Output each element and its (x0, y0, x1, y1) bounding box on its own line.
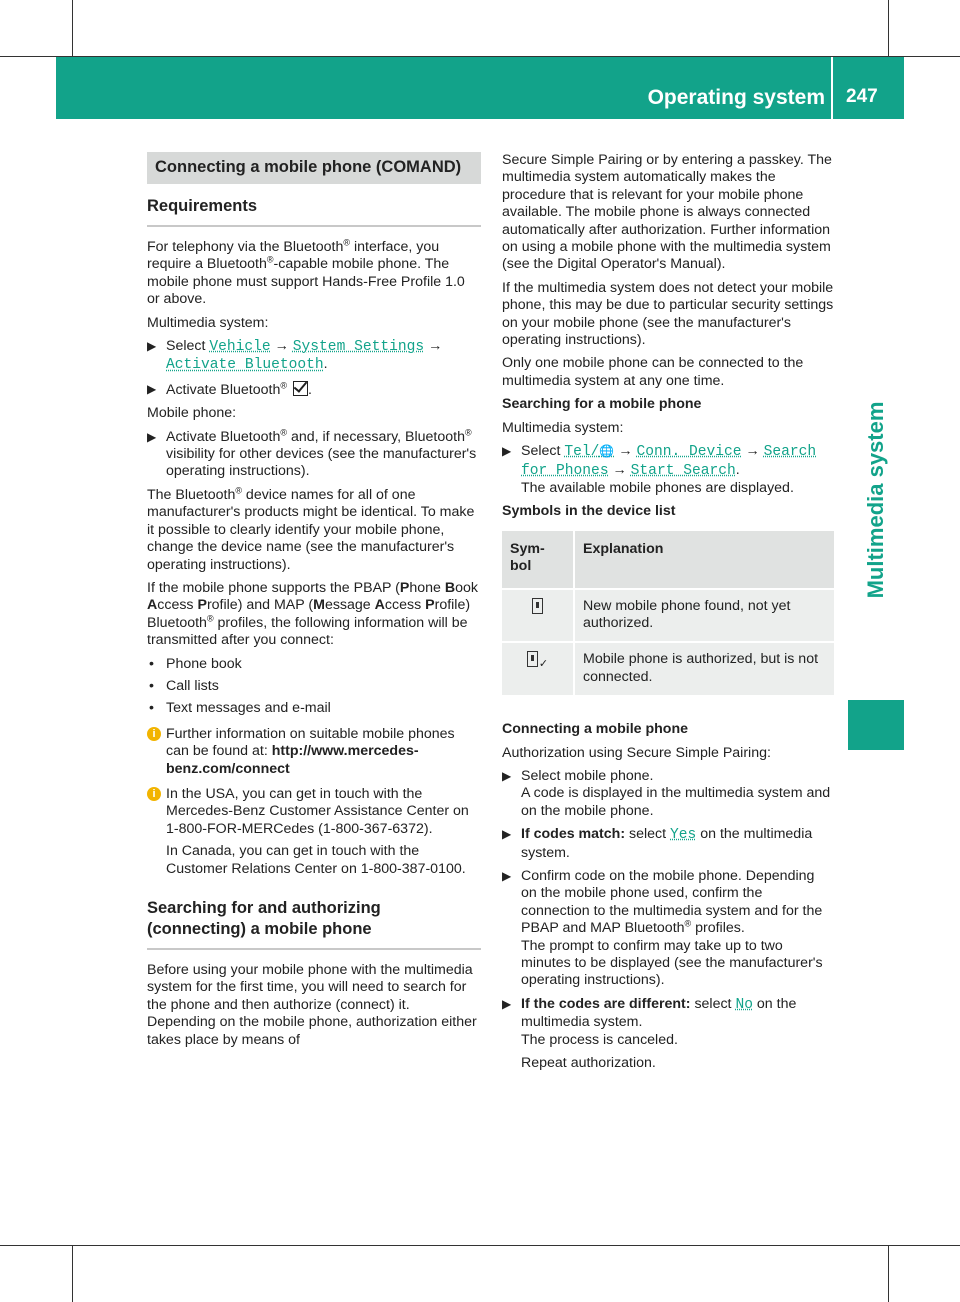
list-item: • Call lists (149, 677, 219, 694)
subheading: Symbols in the device list (502, 503, 676, 520)
step-arrow-icon: ▶ (147, 339, 157, 354)
step: ▶ Activate Bluetooth® and, if necessary, Bluetooth® visibility for other devices (see the manufacturer's operating instructions). (147, 426, 477, 480)
step-arrow-icon: ▶ (502, 996, 512, 1011)
step: ▶ Select mobile phone. A code is displayed in the multimedia system and on the mobile phone. (502, 767, 831, 819)
paragraph: Secure Simple Pairing or by entering a passkey. The multimedia system automatically makes the procedure that is relevant for your mobile phone available. The mobile phone is always connected automatically after authorization. Further information on using a mobile phone with the multimedia system (see the Digital Operator's Manual). (502, 152, 832, 273)
search-authorize-heading: Searching for and authorizing (connecting) a mobile phone (147, 898, 481, 950)
list-item: • Phone book (149, 655, 242, 672)
step: ▶ If the codes are different: select No on the multimedia system. The process is canceled. Repeat authorization. (502, 995, 797, 1072)
chapter-tab (848, 700, 904, 750)
paragraph: Before using your mobile phone with the multimedia system for the first time, you will need to search for the phone and then authorize (connect) it. Depending on the mobile phone, authorization either takes place by means of (147, 962, 477, 1048)
step: ▶ If codes match: select Yes on the multimedia system. (502, 826, 813, 861)
info-note: i Further information on suitable mobile phones can be found at: http://www.mercedes-benz.com/connect (147, 726, 481, 778)
option-yes[interactable]: Yes (670, 827, 697, 844)
table-header: Explanation (574, 531, 834, 589)
info-note: i In the USA, you can get in touch with the Mercedes-Benz Customer Assistance Center on 1-800-FOR-MERCedes (1-800-367-6372). In Canada, you can get in touch with the Customer Relations Center on 1-800-387-0100. (147, 786, 481, 878)
page-number: 247 (846, 86, 878, 107)
step-arrow-icon: ▶ (147, 381, 157, 396)
menu-item-conn-device[interactable]: Conn. Device (636, 444, 742, 461)
requirements-heading: Requirements (147, 196, 481, 227)
table-row: ✓ Mobile phone is authorized, but is not connected. (502, 642, 834, 695)
label: Multimedia system: (502, 419, 624, 436)
info-icon: i (147, 727, 161, 741)
menu-item-activate-bluetooth[interactable]: Activate Bluetooth (166, 357, 324, 374)
checkbox-checked-icon (293, 381, 308, 396)
step-arrow-icon: ▶ (502, 444, 512, 459)
subheading: Searching for a mobile phone (502, 396, 702, 413)
menu-item-search-for-phones[interactable]: Search for Phones (521, 444, 817, 479)
step-arrow-icon: ▶ (502, 768, 512, 783)
crop-mark (0, 1245, 960, 1246)
step: ▶ Select Vehicle → System Settings → Activate Bluetooth. (147, 338, 443, 374)
symbols-table (502, 531, 834, 695)
phone-authorized-icon (527, 651, 538, 667)
crop-mark (888, 1245, 889, 1302)
step-arrow-icon: ▶ (147, 429, 157, 444)
menu-item-tel[interactable]: Tel/🌐 (564, 444, 615, 461)
paragraph: The Bluetooth® device names for all of one manufacturer's products might be identical. To make it possible to clearly identify your mobile phone, change the device name (see the manufacturer's operating instructions). (147, 485, 475, 573)
info-icon: i (147, 787, 161, 801)
header-divider (831, 57, 833, 119)
chapter-label: Multimedia system (863, 401, 888, 599)
option-no[interactable]: No (735, 996, 753, 1013)
right-column (502, 152, 834, 1078)
label: Mobile phone: (147, 405, 237, 422)
step: ▶ Select Tel/🌐 → Conn. Device → Search for Phones → Start Search. The available mobile phones are displayed. (502, 443, 817, 496)
step-arrow-icon: ▶ (502, 869, 512, 883)
list-item: • Text messages and e-mail (149, 700, 331, 717)
menu-item-vehicle[interactable]: Vehicle (209, 339, 271, 356)
paragraph: Only one mobile phone can be connected to the multimedia system at any one time. (502, 355, 804, 389)
step-arrow-icon: ▶ (502, 827, 512, 842)
connect-link[interactable]: http://www.mercedes-benz.com/connect (166, 743, 419, 777)
menu-item-start-search[interactable]: Start Search (630, 462, 736, 479)
menu-item-system-settings[interactable]: System Settings (292, 339, 425, 356)
crop-mark (72, 0, 73, 56)
step: ▶ Confirm code on the mobile phone. Depending on the mobile phone used, confirm the connection to the multimedia system and for the PBAP and MAP Bluetooth® profiles. The prompt to confirm may take up to two minutes to be displayed (see the manufacturer's operating instructions). (502, 868, 823, 989)
label: Authorization using Secure Simple Pairing: (502, 744, 771, 761)
crop-mark (72, 1245, 73, 1302)
phone-new-icon (532, 598, 543, 614)
paragraph: If the multimedia system does not detect your mobile phone, this may be due to particular security settings on your mobile phone (see the manufacturer's operating instructions). (502, 279, 834, 349)
crop-mark (888, 0, 889, 56)
step: ▶ Activate Bluetooth® . (147, 380, 312, 398)
label: Multimedia system: (147, 314, 269, 331)
left-column (147, 152, 481, 1055)
paragraph: For telephony via the Bluetooth® interface, you require a Bluetooth®-capable mobile phone. The mobile phone must support Hands-Free Profile 1.0 or above. (147, 237, 465, 308)
table-row: New mobile phone found, not yet authorized. (502, 589, 834, 643)
section-title: Connecting a mobile phone (COMAND) (147, 152, 481, 184)
paragraph: If the mobile phone supports the PBAP (Phone Book Access Profile) and MAP (Message Access Profile) Bluetooth® profiles, the following information will be transmitted after you connect: (147, 579, 479, 649)
page-title: Operating system (647, 86, 825, 109)
globe-icon: 🌐 (599, 445, 615, 460)
subheading: Connecting a mobile phone (502, 721, 689, 738)
table-header: Sym-bol (502, 531, 574, 589)
